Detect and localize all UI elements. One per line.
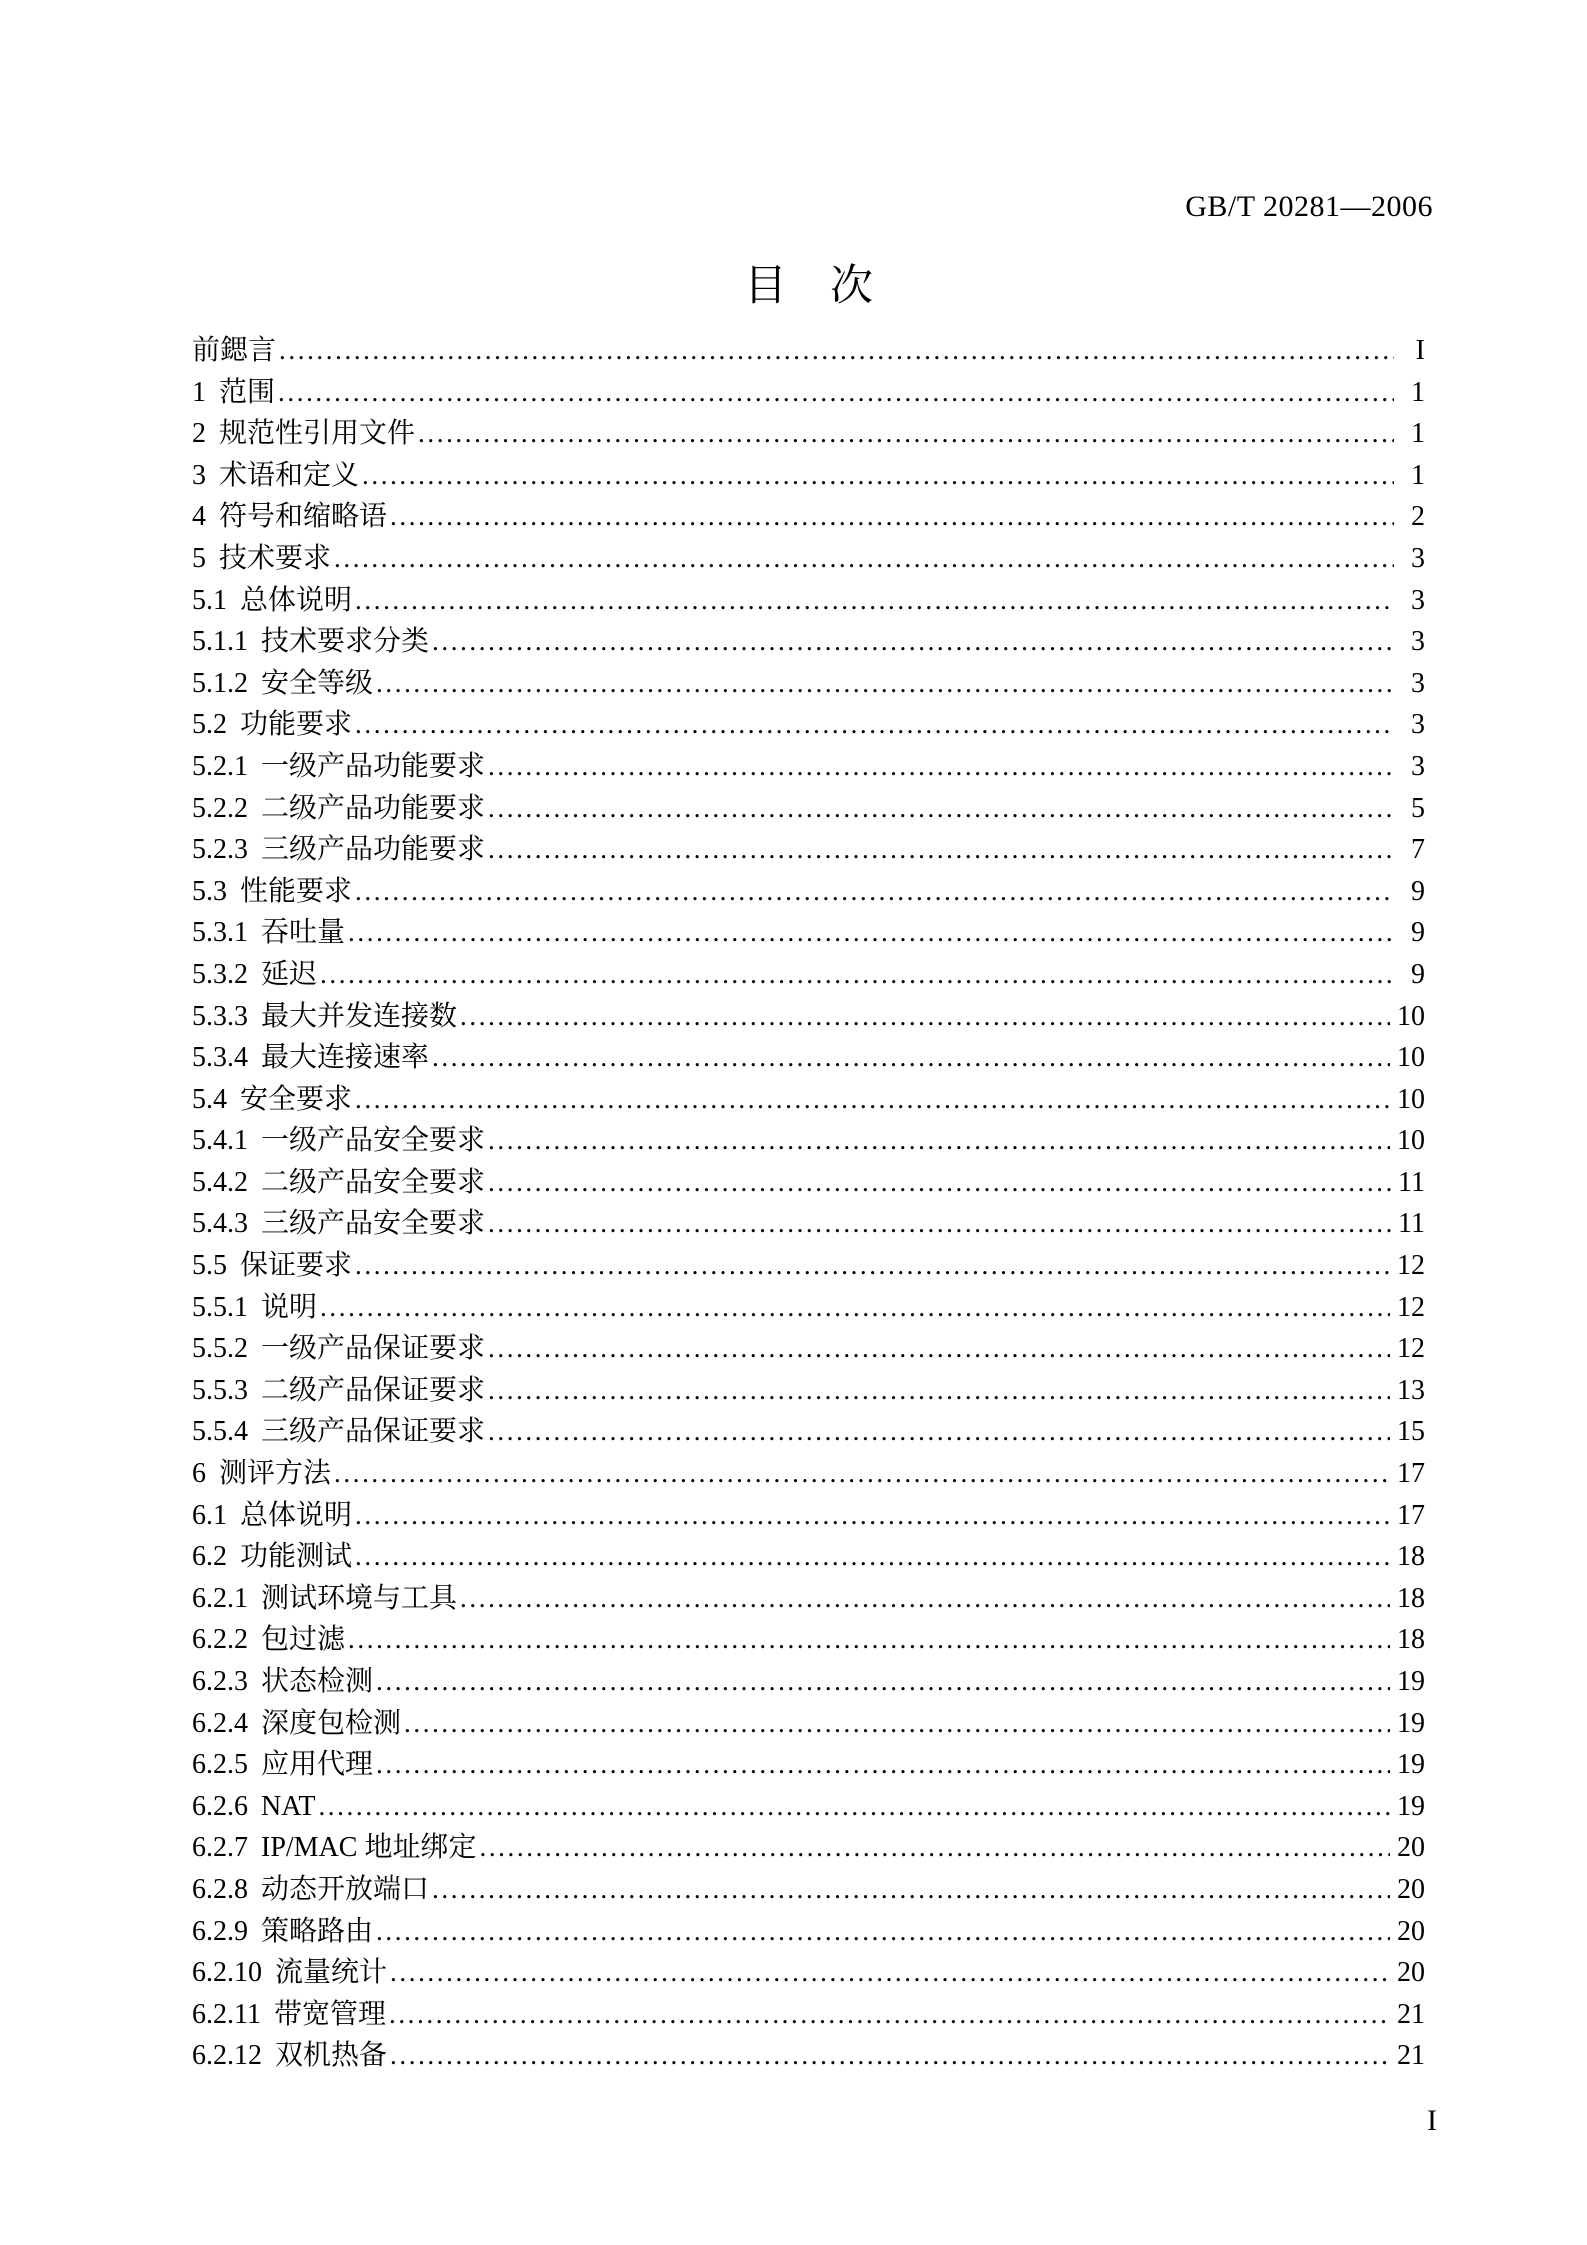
toc-entry-title: 二级产品保证要求 [261,1374,486,1406]
dot-leader [390,2035,1390,2077]
toc-entry [192,580,1425,622]
toc-entry [192,496,1425,538]
dot-leader [376,1744,1390,1786]
toc-entry-number: 6.2.9 [192,1915,248,1947]
toc-entry-number: 2 [192,418,206,450]
dot-leader [390,496,1394,538]
dot-leader [278,372,1394,414]
toc-entry [192,1370,1425,1412]
toc-entry [192,621,1425,663]
toc-entry-number: 6.2.11 [192,1998,261,2030]
toc-entry-number: 6.2.7 [192,1832,248,1864]
toc-entry-number: 5.5.2 [192,1333,248,1365]
dot-leader [432,1037,1390,1079]
dot-leader [488,829,1394,871]
toc-entry [192,1869,1425,1911]
toc-entry-page: 10 [1397,1125,1425,1157]
standard-number: GB/T 20281—2006 [1185,190,1433,223]
toc-entry-title: 双机热备 [275,2040,388,2072]
toc-entry-number: 6.2 [192,1541,227,1573]
dot-leader [348,1619,1390,1661]
toc-entry [192,372,1425,414]
dot-leader [488,1328,1390,1370]
toc-entry-number: 6.2.12 [192,2040,262,2072]
toc-entry [192,1495,1425,1537]
toc-entry-number: 5 [192,542,206,574]
dot-leader [355,1079,1390,1121]
dot-leader [390,1952,1390,1994]
toc-entry-title: 一级产品功能要求 [261,750,486,782]
dot-leader [334,1453,1390,1495]
dot-leader [362,455,1394,497]
toc-entry [192,1994,1425,2036]
toc-entry-number: 5.3.3 [192,1000,248,1032]
toc-entry-page: 9 [1411,917,1425,949]
toc-entry-title: 三级产品安全要求 [261,1208,486,1240]
toc-entry-title: 二级产品安全要求 [261,1166,486,1198]
dot-leader [488,1370,1390,1412]
toc-entry-title: 动态开放端口 [261,1873,430,1905]
toc-entry-title: 总体说明 [240,584,353,616]
toc-entry-number: 5.3.4 [192,1042,248,1074]
dot-leader [355,580,1394,622]
toc-entry-title: 状态检测 [261,1666,374,1697]
dot-leader [376,663,1394,705]
toc-entry [192,1079,1425,1121]
dot-leader [460,996,1390,1038]
dot-leader [355,871,1394,913]
toc-entry [192,1120,1425,1162]
toc-entry-page: 18 [1397,1582,1425,1614]
toc-entry-title: 功能测试 [240,1541,353,1573]
toc-entry-page: 17 [1397,1458,1425,1490]
toc-entry-page: 20 [1397,1957,1425,1989]
toc-entry [192,1661,1425,1703]
toc-entry-page: 12 [1397,1333,1425,1365]
toc-entry [192,1536,1425,1578]
dot-leader [355,1536,1390,1578]
toc-entry-number: 1 [192,376,206,408]
dot-leader [488,1203,1391,1245]
toc-entry [192,996,1425,1038]
toc-entry [192,538,1425,580]
toc-entry-page: 19 [1397,1707,1425,1739]
toc-entry [192,413,1425,455]
dot-leader [320,954,1394,996]
toc-entry-page: 3 [1411,750,1425,782]
toc-entry-title: 范围 [219,376,276,408]
toc-entry-number: 5.4.3 [192,1208,248,1240]
toc-entry [192,1203,1425,1245]
toc-entry-number: 5.2.2 [192,792,248,824]
toc-entry [192,1703,1425,1745]
toc-entry-number: 5.5.1 [192,1291,248,1323]
toc-entry-number: 6.2.4 [192,1707,248,1739]
toc-entry-page: 9 [1411,875,1425,907]
toc-entry-page: 20 [1397,1832,1425,1864]
toc-entry [192,1037,1425,1079]
toc-entry [192,1952,1425,1994]
toc-entry-title: 三级产品功能要求 [261,834,486,866]
toc-entry-number: 3 [192,459,206,491]
table-of-contents [192,330,1425,2077]
toc-entry-page: 7 [1411,834,1425,866]
toc-entry-page: 3 [1411,542,1425,574]
dot-leader [376,1661,1390,1703]
toc-entry-title: IP/MAC 地址绑定 [261,1832,477,1864]
dot-leader [404,1703,1390,1745]
dot-leader [488,1120,1390,1162]
toc-entry [192,1786,1425,1828]
dot-leader [279,330,1394,372]
toc-entry-number: 4 [192,501,206,533]
toc-entry-title: 说明 [261,1291,318,1323]
toc-entry [192,1744,1425,1786]
toc-entry-title: 二级产品功能要求 [261,792,486,824]
toc-entry-title: 三级产品保证要求 [261,1416,486,1448]
toc-entry [192,954,1425,996]
toc-entry-page: 12 [1397,1291,1425,1323]
toc-entry-number: 5.2.3 [192,834,248,866]
toc-entry-page: 1 [1411,459,1425,491]
toc-entry [192,788,1425,830]
toc-entry [192,1162,1425,1204]
dot-leader [320,1287,1390,1329]
toc-entry-number: 6.2.10 [192,1957,262,1989]
dot-leader [488,1411,1390,1453]
toc-entry [192,1911,1425,1953]
toc-entry-page: I [1415,335,1425,366]
toc-entry-number: 5.3.2 [192,958,248,990]
toc-entry-page: 1 [1411,376,1425,408]
toc-entry-title: 最大连接速率 [261,1042,430,1074]
toc-entry-number: 5.4.1 [192,1125,248,1157]
toc-entry [192,1453,1425,1495]
toc-entry-number: 6.2.1 [192,1582,248,1614]
toc-entry-number: 6.2.5 [192,1749,248,1781]
toc-entry-page: 3 [1411,709,1425,741]
toc-entry-page: 19 [1397,1790,1425,1822]
toc-entry-page: 1 [1411,418,1425,450]
page-number: I [1427,2104,1437,2137]
toc-entry-title: 技术要求 [219,542,332,574]
toc-entry-title: 技术要求分类 [261,626,430,658]
toc-entry-title: NAT [261,1790,316,1822]
toc-entry [192,829,1425,871]
toc-entry-page: 21 [1397,1998,1425,2030]
toc-entry-page: 13 [1397,1374,1425,1406]
toc-entry [192,1328,1425,1370]
toc-entry-number: 5.3 [192,875,227,907]
toc-entry-title: 流量统计 [275,1957,388,1989]
dot-leader [355,1245,1390,1287]
toc-entry [192,663,1425,705]
toc-entry-page: 12 [1397,1250,1425,1282]
toc-entry-number: 6 [192,1458,206,1490]
toc-entry [192,704,1425,746]
toc-entry-title: 前鍶言 [192,335,277,366]
toc-entry-page: 17 [1397,1499,1425,1531]
toc-entry [192,912,1425,954]
dot-leader [488,788,1394,830]
toc-entry-title: 延迟 [261,958,318,990]
dot-leader [432,621,1394,663]
toc-entry-title: 应用代理 [261,1749,374,1781]
toc-entry-number: 6.2.3 [192,1666,248,1697]
dot-leader [418,413,1394,455]
dot-leader [355,704,1394,746]
page-title: 目 次 [744,263,873,310]
toc-entry-number: 5.1.1 [192,626,248,658]
toc-entry-number: 5.5.3 [192,1374,248,1406]
toc-entry [192,1287,1425,1329]
toc-entry [192,1245,1425,1287]
toc-entry [192,330,1425,372]
toc-entry-number: 5.2.1 [192,750,248,782]
toc-entry [192,746,1425,788]
toc-entry-number: 5.1.2 [192,667,248,699]
toc-entry-page: 20 [1397,1915,1425,1947]
toc-entry [192,1411,1425,1453]
dot-leader [389,1994,1390,2036]
toc-entry-title: 安全等级 [261,667,374,699]
dot-leader [488,746,1394,788]
toc-entry-title: 测评方法 [219,1458,332,1490]
toc-entry-title: 符号和缩略语 [219,501,388,533]
toc-entry-number: 5.5.4 [192,1416,248,1448]
toc-entry-number: 5.3.1 [192,917,248,949]
toc-entry-title: 一级产品安全要求 [261,1125,486,1157]
dot-leader [479,1827,1390,1869]
dot-leader [334,538,1394,580]
toc-entry-page: 18 [1397,1624,1425,1656]
toc-entry-title: 规范性引用文件 [219,418,416,450]
toc-entry-page: 3 [1411,584,1425,616]
toc-entry-page: 11 [1398,1166,1425,1198]
toc-entry-page: 2 [1411,501,1425,533]
toc-entry-number: 6.2.8 [192,1873,248,1905]
toc-entry-page: 5 [1411,792,1425,824]
toc-entry [192,1619,1425,1661]
toc-entry-page: 20 [1397,1873,1425,1905]
dot-leader [355,1495,1390,1537]
toc-entry-title: 安全要求 [240,1083,353,1115]
toc-entry-page: 21 [1397,2040,1425,2072]
toc-entry-number: 5.1 [192,584,227,616]
toc-entry-title: 一级产品保证要求 [261,1333,486,1365]
toc-entry-page: 15 [1397,1416,1425,1448]
dot-leader [318,1786,1390,1828]
toc-entry-page: 18 [1397,1541,1425,1573]
toc-entry-page: 19 [1397,1749,1425,1781]
toc-entry-title: 测试环境与工具 [261,1582,458,1614]
toc-entry-title: 性能要求 [240,875,353,907]
toc-entry-page: 3 [1411,667,1425,699]
toc-entry-number: 6.2.2 [192,1624,248,1656]
toc-entry-page: 9 [1411,958,1425,990]
toc-entry-page: 19 [1397,1666,1425,1697]
toc-entry-number: 5.5 [192,1250,227,1282]
dot-leader [348,912,1394,954]
toc-entry-page: 10 [1397,1000,1425,1032]
toc-entry-title: 深度包检测 [261,1707,402,1739]
dot-leader [488,1162,1391,1204]
toc-entry-title: 包过滤 [261,1624,346,1656]
toc-entry [192,871,1425,913]
toc-entry-title: 吞吐量 [261,917,346,949]
dot-leader [460,1578,1390,1620]
toc-entry-title: 策略路由 [261,1915,374,1947]
toc-entry-title: 保证要求 [240,1250,353,1282]
toc-entry-title: 带宽管理 [273,1998,386,2030]
toc-entry-number: 5.2 [192,709,227,741]
dot-leader [376,1911,1390,1953]
toc-entry [192,1827,1425,1869]
toc-entry-number: 6.1 [192,1499,227,1531]
toc-entry-page: 11 [1398,1208,1425,1240]
toc-entry-page: 3 [1411,626,1425,658]
toc-entry-number: 5.4 [192,1083,227,1115]
toc-entry-page: 10 [1397,1083,1425,1115]
dot-leader [432,1869,1390,1911]
toc-entry-title: 最大并发连接数 [261,1000,458,1032]
toc-entry-title: 术语和定义 [219,459,360,491]
toc-entry [192,455,1425,497]
toc-entry-number: 6.2.6 [192,1790,248,1822]
toc-entry-title: 总体说明 [240,1499,353,1531]
toc-entry-page: 10 [1397,1042,1425,1074]
toc-entry-title: 功能要求 [240,709,353,741]
toc-entry-number: 5.4.2 [192,1166,248,1198]
toc-entry [192,1578,1425,1620]
toc-entry [192,2035,1425,2077]
